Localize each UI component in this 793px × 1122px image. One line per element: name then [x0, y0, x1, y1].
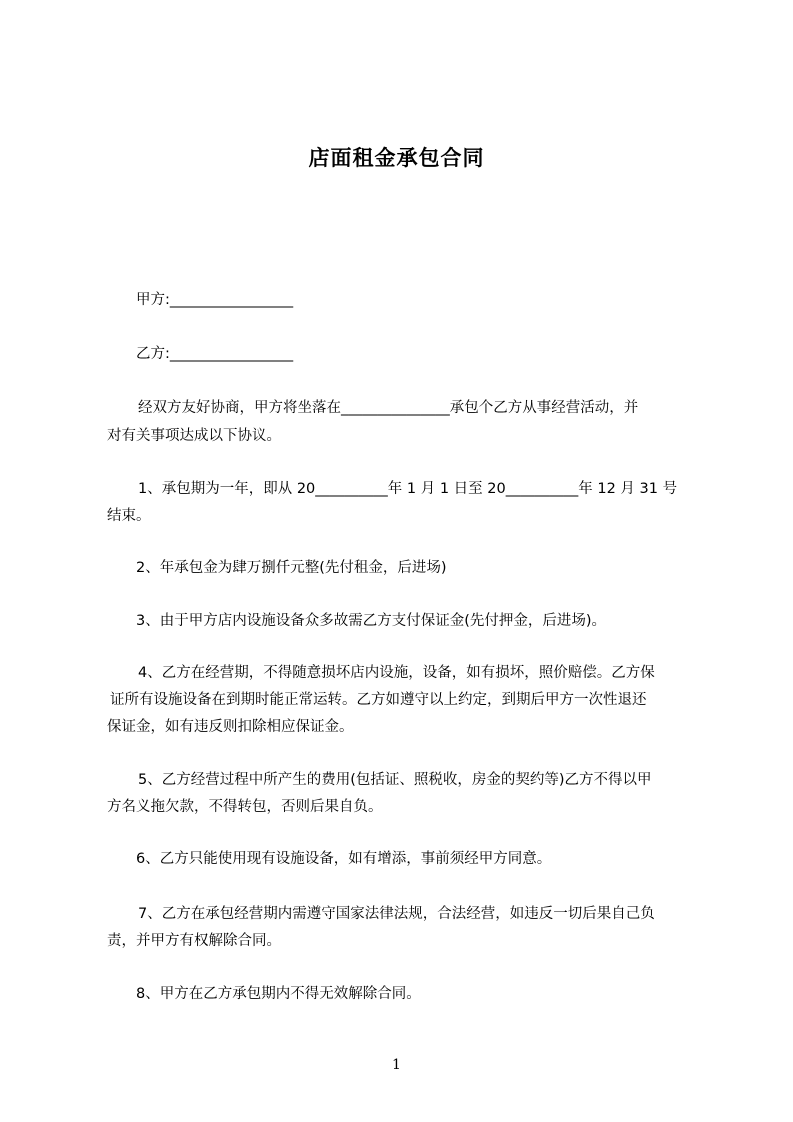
clause-5-line-2: 方名义拖欠款，不得转包，否则后果自负。 [107, 799, 383, 815]
clause-4-line-1: 4、乙方在经营期，不得随意损坏店内设施，设备，如有损坏，照价赔偿。乙方保 [138, 665, 655, 681]
clause-2: 2、年承包金为肆万捌仟元整(先付租金，后进场) [136, 560, 447, 576]
clause-4-line-2: 证所有设施设备在到期时能正常运转。乙方如遵守以上约定，到期后甲方一次性退还 [110, 692, 647, 708]
intro-line-1: 经双方友好协商，甲方将坐落在_______________承包个乙方从事经营活动，并 [138, 400, 639, 416]
clause-7-line-2: 责，并甲方有权解除合同。 [107, 933, 281, 949]
clause-1-line-2: 结束。 [107, 508, 151, 524]
clause-5-line-1: 5、乙方经营过程中所产生的费用(包括证、照税收，房金的契约等)乙方不得以甲 [138, 772, 652, 788]
page-number: 1 [392, 1057, 401, 1073]
clause-4-line-3: 保证金，如有违反则扣除相应保证金。 [107, 719, 354, 735]
clause-8: 8、甲方在乙方承包期内不得无效解除合同。 [136, 986, 421, 1002]
clause-7-line-1: 7、乙方在承包经营期内需遵守国家法律法规，合法经营，如违反一切后果自己负 [138, 906, 655, 922]
intro-line-2: 对有关事项达成以下协议。 [107, 428, 281, 444]
document-title: 店面租金承包合同 [308, 146, 485, 170]
clause-6: 6、乙方只能使用现有设施设备，如有增添，事前须经甲方同意。 [136, 851, 552, 867]
clause-3: 3、由于甲方店内设施设备众多故需乙方支付保证金(先付押金，后进场)。 [136, 613, 607, 629]
party-b-line: 乙方:_________________ [136, 346, 294, 362]
party-a-line: 甲方:_________________ [136, 292, 294, 308]
clause-1-line-1: 1、承包期为一年，即从 20__________年 1 月 1 日至 20__________年 12 月 31 号 [138, 481, 678, 497]
